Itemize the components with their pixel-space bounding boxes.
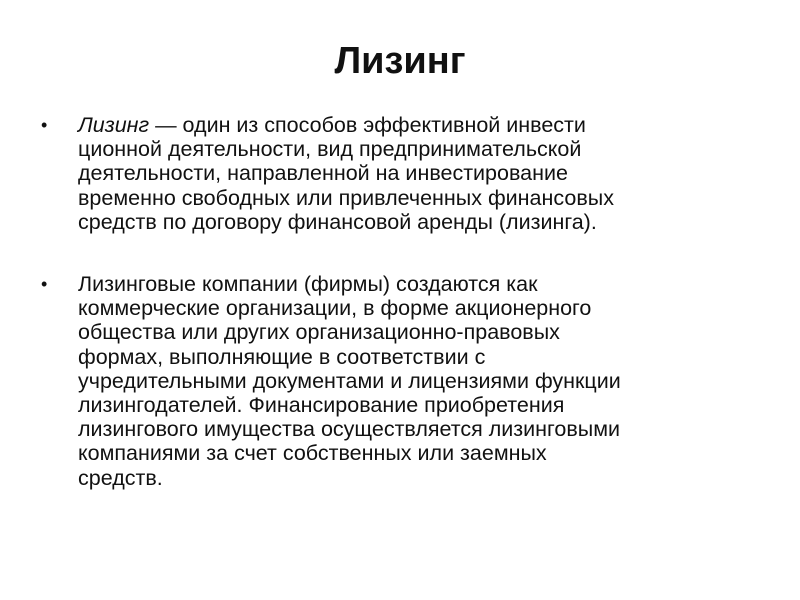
text-line: средств по договору финансовой аренды (лизинга). xyxy=(78,209,597,234)
text-line: учредительными документами и лицензиями функции xyxy=(78,368,621,393)
bullet-icon: • xyxy=(41,274,48,295)
text-line: лизингодателей. Финансирование приобретения xyxy=(78,393,565,418)
text-line: формах, выполняющие в соответствии с xyxy=(78,344,486,369)
text-line: коммерческие организации, в форме акционерного xyxy=(78,296,592,321)
text-line: временно свободных или привлеченных финансовых xyxy=(78,185,614,210)
text-line xyxy=(78,113,760,137)
text-line: компаниями за счет собственных или заемных xyxy=(78,441,547,466)
slide-title: Лизинг xyxy=(334,40,466,82)
text-line: общества или других организационно-правовых xyxy=(78,320,560,345)
text-line: Лизинговые компании (фирмы) создаются как xyxy=(78,272,538,297)
bullet-list xyxy=(40,113,760,490)
text-line: лизингового имущества осуществляется лизинговыми xyxy=(78,417,621,442)
bullet-item-leasing-companies xyxy=(40,272,760,490)
text-fragment: — один из способов эффективной инвести xyxy=(149,113,586,137)
bullet-icon: • xyxy=(41,115,48,135)
text-line: средств. xyxy=(78,465,163,490)
text-line: деятельности, направленной на инвестирование xyxy=(78,161,568,186)
text-line: ционной деятельности, вид предпринимательской xyxy=(78,137,582,162)
bullet-item-leasing-definition xyxy=(40,113,760,234)
term-leasing: Лизинг xyxy=(78,113,150,137)
